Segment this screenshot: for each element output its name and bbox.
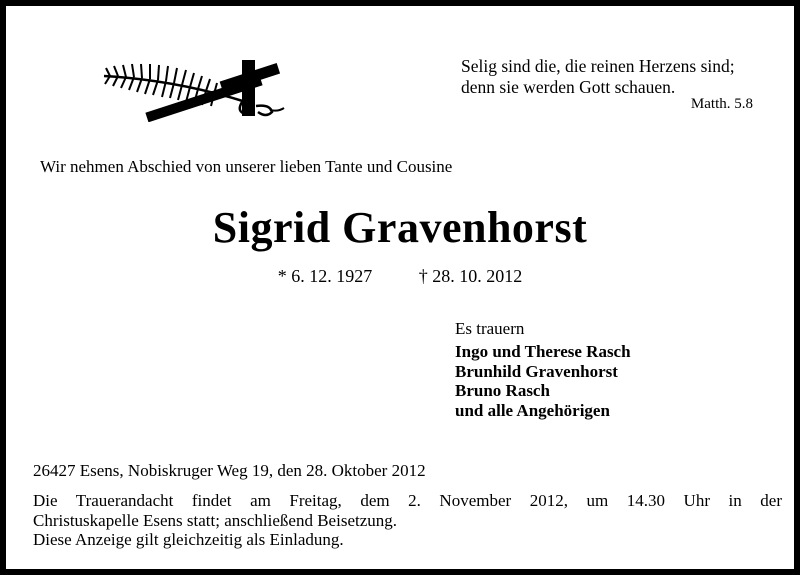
birth-date: * 6. 12. 1927 <box>277 266 373 286</box>
mourner-name: Brunhild Gravenhorst <box>455 361 618 381</box>
mourner-name: Bruno Rasch <box>455 381 550 400</box>
intro-text: Wir nehmen Abschied von unserer lieben Tante und Cousine <box>40 157 453 176</box>
quote-line-2: denn sie werden Gott schauen. <box>461 77 676 97</box>
notice-line-3: Diese Anzeige gilt gleichzeitig als Einladung. <box>33 530 344 549</box>
mourners-list <box>455 342 631 420</box>
mourner-name: Ingo und Therese Rasch <box>455 342 631 361</box>
quote-source: Matth. 5.8 <box>690 96 753 112</box>
mourners-heading: Es trauern <box>455 319 525 338</box>
address-date-line: 26427 Esens, Nobiskruger Weg 19, den 28. Oktober 2012 <box>33 461 426 480</box>
mourner-name: und alle Angehörigen <box>455 400 610 420</box>
bible-quote <box>461 56 761 98</box>
service-notice <box>33 491 782 550</box>
notice-line-2: Christuskapelle Esens statt; anschließend Beisetzung. <box>33 510 398 530</box>
quote-line-1: Selig sind die, die reinen Herzens sind; <box>461 56 735 76</box>
notice-line-1: Die Trauerandacht findet am Freitag, dem 2. November 2012, um 14.30 Uhr in der <box>33 491 782 510</box>
palm-frond-cross-icon <box>96 54 296 122</box>
life-dates <box>6 266 794 287</box>
deceased-name: Sigrid Gravenhorst <box>212 203 588 252</box>
death-date: † 28. 10. 2012 <box>418 266 523 286</box>
